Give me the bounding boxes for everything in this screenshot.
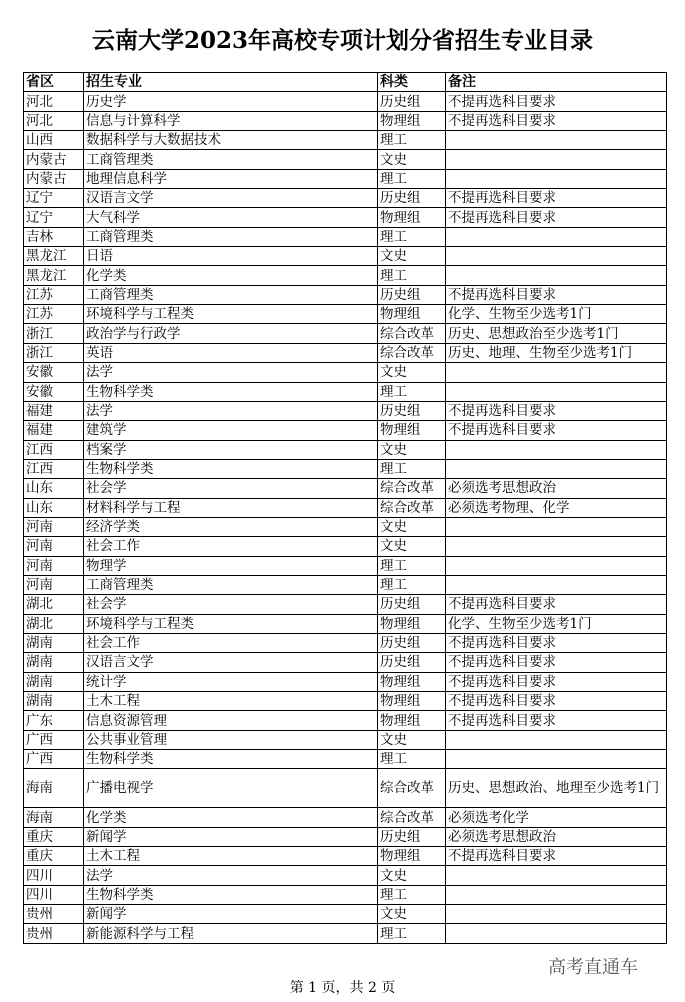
cell-major: 档案学 — [84, 440, 378, 459]
page-footer: 第 1 页，共 2 页 — [289, 980, 396, 996]
cell-remark: 不提再选科目要求 — [446, 189, 667, 208]
cell-remark: 不提再选科目要求 — [446, 111, 667, 130]
cell-category: 文史 — [378, 905, 446, 924]
cell-province: 浙江 — [24, 324, 84, 343]
cell-province: 湖北 — [24, 595, 84, 614]
cell-remark — [446, 266, 667, 285]
cell-province: 河南 — [24, 575, 84, 594]
table-row — [24, 305, 667, 324]
cell-remark — [446, 382, 667, 401]
cell-category: 历史组 — [378, 653, 446, 672]
cell-remark: 不提再选科目要求 — [446, 692, 667, 711]
cell-province: 河北 — [24, 111, 84, 130]
table-row — [24, 692, 667, 711]
table-row — [24, 847, 667, 866]
cell-province: 福建 — [24, 401, 84, 420]
table-row — [24, 653, 667, 672]
cell-province: 湖北 — [24, 614, 84, 633]
cell-remark: 化学、生物至少选考1门 — [446, 614, 667, 633]
table-row — [24, 401, 667, 420]
cell-major: 地理信息科学 — [84, 169, 378, 188]
cell-province: 湖南 — [24, 653, 84, 672]
cell-major: 工商管理类 — [84, 150, 378, 169]
cell-province: 河北 — [24, 92, 84, 111]
cell-remark — [446, 905, 667, 924]
cell-province: 吉林 — [24, 227, 84, 246]
cell-province: 内蒙古 — [24, 169, 84, 188]
cell-remark: 不提再选科目要求 — [446, 208, 667, 227]
cell-major: 工商管理类 — [84, 575, 378, 594]
cell-province: 内蒙古 — [24, 150, 84, 169]
table-row — [24, 343, 667, 362]
cell-major: 工商管理类 — [84, 285, 378, 304]
cell-province: 四川 — [24, 866, 84, 885]
table-header-row — [24, 73, 667, 92]
table-row — [24, 575, 667, 594]
cell-major: 生物科学类 — [84, 885, 378, 904]
cell-category: 综合改革 — [378, 769, 446, 808]
cell-province: 辽宁 — [24, 208, 84, 227]
cell-province: 江苏 — [24, 305, 84, 324]
cell-province: 海南 — [24, 769, 84, 808]
cell-province: 河南 — [24, 556, 84, 575]
cell-category: 理工 — [378, 169, 446, 188]
cell-province: 海南 — [24, 808, 84, 827]
cell-category: 物理组 — [378, 614, 446, 633]
table-row — [24, 769, 667, 808]
cell-major: 化学类 — [84, 266, 378, 285]
cell-category: 物理组 — [378, 847, 446, 866]
cell-remark — [446, 169, 667, 188]
cell-major: 生物科学类 — [84, 750, 378, 769]
cell-category: 文史 — [378, 363, 446, 382]
table-row — [24, 866, 667, 885]
cell-category: 物理组 — [378, 208, 446, 227]
cell-remark: 历史、地理、生物至少选考1门 — [446, 343, 667, 362]
cell-remark — [446, 247, 667, 266]
cell-province: 辽宁 — [24, 189, 84, 208]
cell-major: 公共事业管理 — [84, 730, 378, 749]
table-row — [24, 266, 667, 285]
cell-remark — [446, 750, 667, 769]
cell-province: 四川 — [24, 885, 84, 904]
cell-major: 化学类 — [84, 808, 378, 827]
cell-province: 河南 — [24, 517, 84, 536]
cell-category: 理工 — [378, 750, 446, 769]
cell-remark: 化学、生物至少选考1门 — [446, 305, 667, 324]
cell-major: 材料科学与工程 — [84, 498, 378, 517]
cell-category: 物理组 — [378, 672, 446, 691]
cell-category: 物理组 — [378, 692, 446, 711]
table-row — [24, 537, 667, 556]
cell-major: 新闻学 — [84, 905, 378, 924]
cell-major: 社会学 — [84, 595, 378, 614]
cell-category: 文史 — [378, 730, 446, 749]
cell-major: 政治学与行政学 — [84, 324, 378, 343]
table-row — [24, 324, 667, 343]
cell-major: 生物科学类 — [84, 382, 378, 401]
cell-remark: 必须选考思想政治 — [446, 479, 667, 498]
cell-major: 社会工作 — [84, 633, 378, 652]
table-row — [24, 905, 667, 924]
cell-remark — [446, 730, 667, 749]
table-row — [24, 885, 667, 904]
table-row — [24, 247, 667, 266]
cell-province: 重庆 — [24, 847, 84, 866]
cell-province: 重庆 — [24, 827, 84, 846]
cell-category: 文史 — [378, 150, 446, 169]
table-row — [24, 730, 667, 749]
cell-remark — [446, 866, 667, 885]
cell-remark: 不提再选科目要求 — [446, 633, 667, 652]
cell-remark — [446, 924, 667, 943]
cell-major: 汉语言文学 — [84, 189, 378, 208]
cell-remark: 不提再选科目要求 — [446, 711, 667, 730]
cell-category: 理工 — [378, 556, 446, 575]
cell-category: 理工 — [378, 885, 446, 904]
cell-remark: 不提再选科目要求 — [446, 401, 667, 420]
cell-category: 历史组 — [378, 595, 446, 614]
cell-major: 大气科学 — [84, 208, 378, 227]
cell-province: 山西 — [24, 131, 84, 150]
cell-remark: 不提再选科目要求 — [446, 421, 667, 440]
table-row — [24, 150, 667, 169]
table-row — [24, 556, 667, 575]
table-row — [24, 169, 667, 188]
cell-remark: 不提再选科目要求 — [446, 847, 667, 866]
cell-category: 物理组 — [378, 711, 446, 730]
cell-category: 理工 — [378, 227, 446, 246]
table-row — [24, 614, 667, 633]
cell-major: 信息资源管理 — [84, 711, 378, 730]
table-row — [24, 595, 667, 614]
cell-major: 土木工程 — [84, 692, 378, 711]
table-row — [24, 633, 667, 652]
cell-remark — [446, 575, 667, 594]
cell-major: 经济学类 — [84, 517, 378, 536]
cell-major: 建筑学 — [84, 421, 378, 440]
cell-major: 法学 — [84, 401, 378, 420]
cell-major: 日语 — [84, 247, 378, 266]
cell-province: 山东 — [24, 498, 84, 517]
cell-category: 文史 — [378, 537, 446, 556]
table-row — [24, 92, 667, 111]
cell-remark: 历史、思想政治至少选考1门 — [446, 324, 667, 343]
cell-category: 理工 — [378, 575, 446, 594]
table-row — [24, 285, 667, 304]
table-row — [24, 924, 667, 943]
table-row — [24, 440, 667, 459]
cell-remark — [446, 885, 667, 904]
cell-category: 理工 — [378, 459, 446, 478]
table-row — [24, 711, 667, 730]
cell-category: 文史 — [378, 517, 446, 536]
cell-category: 历史组 — [378, 827, 446, 846]
cell-category: 综合改革 — [378, 498, 446, 517]
cell-category: 理工 — [378, 266, 446, 285]
watermark-text: 高考直通车 — [548, 957, 638, 978]
cell-major: 数据科学与大数据技术 — [84, 131, 378, 150]
cell-remark: 不提再选科目要求 — [446, 595, 667, 614]
cell-major: 生物科学类 — [84, 459, 378, 478]
cell-major: 汉语言文学 — [84, 653, 378, 672]
cell-remark: 历史、思想政治、地理至少选考1门 — [446, 769, 667, 808]
cell-province: 黑龙江 — [24, 247, 84, 266]
cell-category: 综合改革 — [378, 324, 446, 343]
cell-major: 土木工程 — [84, 847, 378, 866]
cell-remark: 必须选考物理、化学 — [446, 498, 667, 517]
cell-remark: 必须选考化学 — [446, 808, 667, 827]
cell-province: 江苏 — [24, 285, 84, 304]
cell-category: 综合改革 — [378, 808, 446, 827]
cell-major: 历史学 — [84, 92, 378, 111]
cell-remark — [446, 556, 667, 575]
cell-province: 福建 — [24, 421, 84, 440]
cell-remark: 不提再选科目要求 — [446, 672, 667, 691]
table-row — [24, 111, 667, 130]
cell-category: 综合改革 — [378, 343, 446, 362]
cell-major: 信息与计算科学 — [84, 111, 378, 130]
cell-category: 理工 — [378, 382, 446, 401]
table-row — [24, 208, 667, 227]
cell-major: 物理学 — [84, 556, 378, 575]
enrollment-table — [23, 72, 667, 944]
cell-province: 广西 — [24, 750, 84, 769]
cell-province: 浙江 — [24, 343, 84, 362]
cell-province: 黑龙江 — [24, 266, 84, 285]
cell-province: 安徽 — [24, 363, 84, 382]
cell-remark — [446, 459, 667, 478]
cell-remark: 必须选考思想政治 — [446, 827, 667, 846]
cell-province: 安徽 — [24, 382, 84, 401]
cell-major: 新能源科学与工程 — [84, 924, 378, 943]
cell-province: 贵州 — [24, 924, 84, 943]
cell-category: 文史 — [378, 866, 446, 885]
cell-major: 法学 — [84, 866, 378, 885]
cell-remark — [446, 537, 667, 556]
table-row — [24, 421, 667, 440]
cell-remark — [446, 517, 667, 536]
cell-remark — [446, 150, 667, 169]
cell-province: 贵州 — [24, 905, 84, 924]
cell-province: 湖南 — [24, 692, 84, 711]
cell-province: 江西 — [24, 440, 84, 459]
cell-major: 社会学 — [84, 479, 378, 498]
cell-major: 统计学 — [84, 672, 378, 691]
table-row — [24, 517, 667, 536]
cell-major: 环境科学与工程类 — [84, 614, 378, 633]
cell-remark: 不提再选科目要求 — [446, 285, 667, 304]
cell-category: 物理组 — [378, 305, 446, 324]
table-row — [24, 750, 667, 769]
cell-province: 广东 — [24, 711, 84, 730]
cell-category: 历史组 — [378, 401, 446, 420]
cell-remark: 不提再选科目要求 — [446, 92, 667, 111]
cell-remark: 不提再选科目要求 — [446, 653, 667, 672]
table-row — [24, 808, 667, 827]
cell-category: 历史组 — [378, 92, 446, 111]
cell-category: 文史 — [378, 247, 446, 266]
cell-category: 理工 — [378, 924, 446, 943]
cell-remark — [446, 131, 667, 150]
table-row — [24, 479, 667, 498]
cell-major: 广播电视学 — [84, 769, 378, 808]
cell-category: 文史 — [378, 440, 446, 459]
cell-major: 社会工作 — [84, 537, 378, 556]
table-row — [24, 363, 667, 382]
cell-province: 湖南 — [24, 672, 84, 691]
cell-category: 历史组 — [378, 285, 446, 304]
cell-category: 物理组 — [378, 111, 446, 130]
header-remark: 备注 — [446, 73, 667, 92]
cell-province: 江西 — [24, 459, 84, 478]
table-row — [24, 382, 667, 401]
cell-remark — [446, 227, 667, 246]
cell-major: 工商管理类 — [84, 227, 378, 246]
table-row — [24, 227, 667, 246]
table-row — [24, 189, 667, 208]
table-row — [24, 672, 667, 691]
cell-category: 历史组 — [378, 189, 446, 208]
table-row — [24, 131, 667, 150]
header-major: 招生专业 — [84, 73, 378, 92]
cell-major: 新闻学 — [84, 827, 378, 846]
table-body — [24, 92, 667, 943]
cell-province: 河南 — [24, 537, 84, 556]
cell-province: 山东 — [24, 479, 84, 498]
header-province: 省区 — [24, 73, 84, 92]
cell-category: 综合改革 — [378, 479, 446, 498]
cell-category: 历史组 — [378, 633, 446, 652]
table-row — [24, 498, 667, 517]
table-row — [24, 459, 667, 478]
header-category: 科类 — [378, 73, 446, 92]
cell-remark — [446, 440, 667, 459]
cell-major: 英语 — [84, 343, 378, 362]
cell-remark — [446, 363, 667, 382]
cell-category: 物理组 — [378, 421, 446, 440]
cell-province: 湖南 — [24, 633, 84, 652]
cell-province: 广西 — [24, 730, 84, 749]
table-row — [24, 827, 667, 846]
page-title: 云南大学2023年高校专项计划分省招生专业目录 — [91, 27, 593, 54]
cell-category: 理工 — [378, 131, 446, 150]
cell-major: 环境科学与工程类 — [84, 305, 378, 324]
cell-major: 法学 — [84, 363, 378, 382]
